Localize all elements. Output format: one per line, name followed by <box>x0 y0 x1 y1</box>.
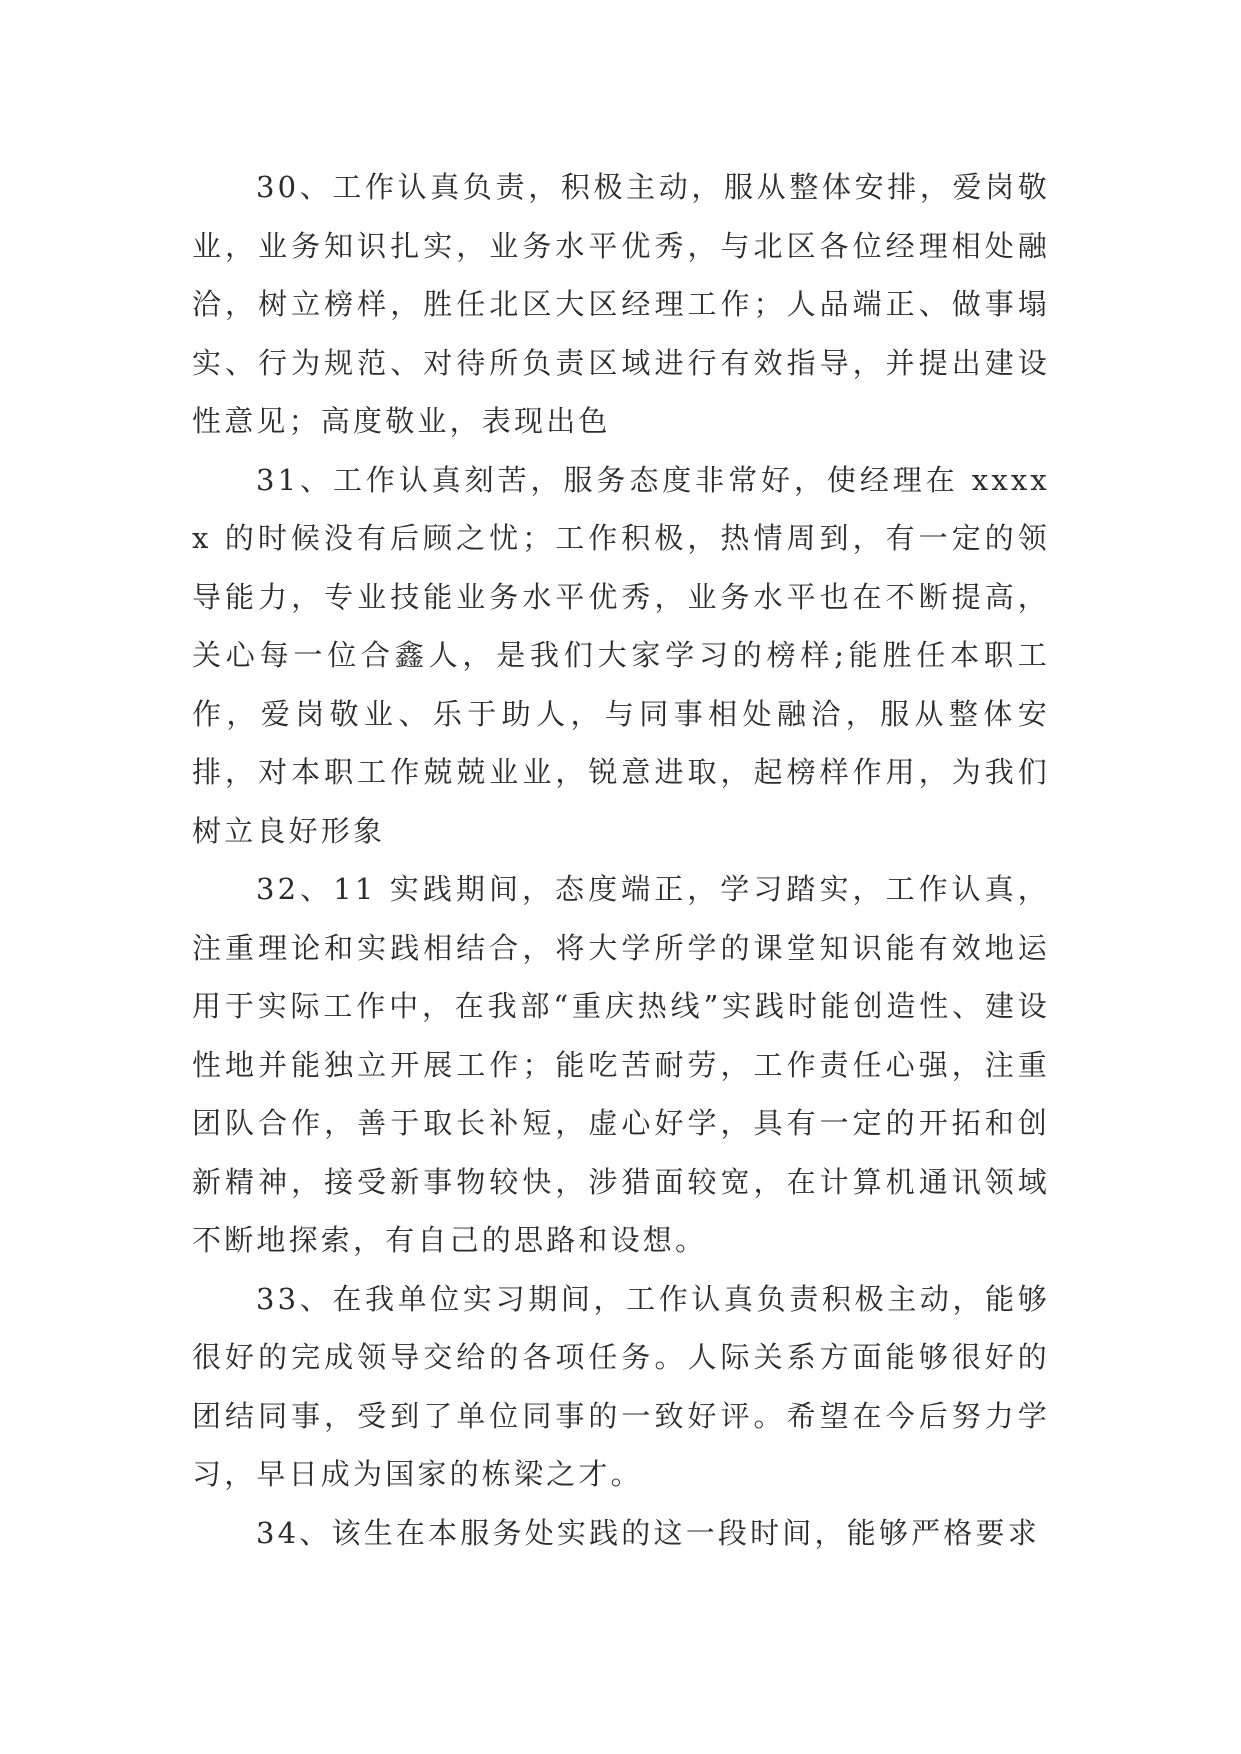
paragraph-33: 33、在我单位实习期间，工作认真负责积极主动，能够很好的完成领导交给的各项任务。人际关系方面能够很好的团结同事，受到了单位同事的一致好评。希望在今后努力学习，早日成为国家的栋梁之才。 <box>192 1281 1050 1491</box>
paragraph-30: 30、工作认真负责，积极主动，服从整体安排，爱岗敬业，业务知识扎实，业务水平优秀，与北区各位经理相处融洽，树立榜样，胜任北区大区经理工作；人品端正、做事塌实、行为规范、对待所负责区域进行有效指导，并提出建设性意见；高度敬业，表现出色 <box>192 170 1050 438</box>
document-body <box>192 158 1050 1562</box>
paragraph-34: 34、该生在本服务处实践的这一段时间，能够严格要求 <box>256 1515 1040 1550</box>
paragraph-32: 32、11 实践期间，态度端正，学习踏实，工作认真，注重理论和实践相结合，将大学所学的课堂知识能有效地运用于实际工作中，在我部“重庆热线”实践时能创造性、建设性地并能独立开展工作；能吃苦耐劳，工作责任心强，注重团队合作，善于取长补短，虚心好学，具有一定的开拓和创新精神，接受新事物较快，涉猎面较宽，在计算机通讯领域不断地探索，有自己的思路和设想。 <box>192 872 1050 1257</box>
paragraph-31: 31、工作认真刻苦，服务态度非常好，使经理在 xxxxx 的时候没有后顾之忧；工作积极，热情周到，有一定的领导能力，专业技能业务水平优秀，业务水平也在不断提高，关心每一位合鑫人，是我们大家学习的榜样;能胜任本职工作，爱岗敬业、乐于助人，与同事相处融洽，服从整体安排，对本职工作兢兢业业，锐意进取，起榜样作用，为我们树立良好形象 <box>192 462 1050 848</box>
